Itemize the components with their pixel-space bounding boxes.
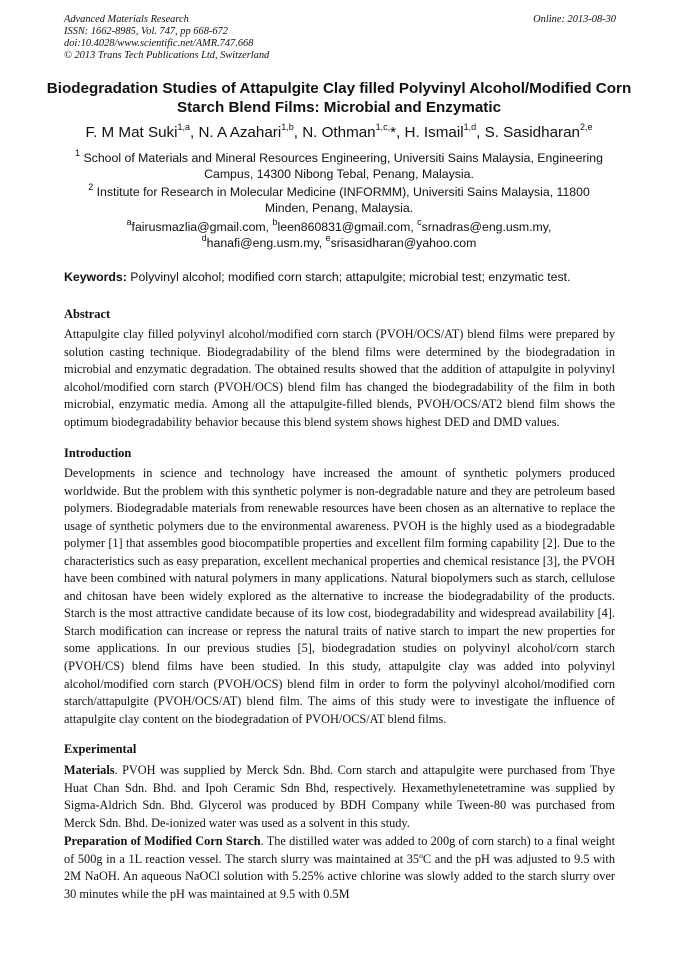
abstract-heading: Abstract xyxy=(64,307,111,321)
email[interactable]: $^d$hanafi@eng.usm.my, xyxy=(201,232,326,250)
preparation-paragraph: Preparation of Modified Corn Starch. The distilled water was added to 200g of corn starch) to a final weight of 500g in a 1L reaction vessel. The starch slurry was maintained at 35ºC and the pH was adjusted to 9.5 with 2M NaOH. An aqueous NaOCl solution with 5.25% active chlorine was slowly added to the starch slurry over 30 minutes while the pH was maintained at 9.5 with 0.5M xyxy=(64,834,615,901)
running-header xyxy=(64,14,616,62)
materials-label: Materials xyxy=(64,763,115,777)
affiliation-1: $^1$ School of Materials and Mineral Resources Engineering, Universiti Sains Malaysia, Engineering Campus, 14300 Nibong Tebal, Penang, Malaysia. xyxy=(75,147,603,181)
author: N. Othman$^{1,c,}$*, xyxy=(302,121,405,141)
author-emails xyxy=(66,216,612,251)
introduction-text: Developments in science and technology have increased the amount of synthetic polymers produced worldwide. But the problem with this synthetic polymer is non-degradable nature and they are petroleum based polymers. Biodegradable materials from renewable resources have been chosen as an alternative to replace the usage of synthetic polymers due to the environmental awareness. PVOH is the highly used as a biodegradable polymer [1] that assembles good biocompatible properties and excellent film forming capability [2]. Due to the characteristics such as easy preparation, excellent mechanical properties and chemical resistance [3], the PVOH have been combined with natural polymers in many applications. Natural biopolymers such as starch, cellulose and chitosan have been widely explored as the alternative to increase the biodegradability of the products. Starch is the most attractive candidate because of its low cost, biodegradability and widespread availability [4]. Starch modification can increase or repress the natural traits of native starch to impart the new properties for some applications. In our previous studies [5], biodegradation studies on polyvinyl alcohol/corn starch (PVOH/CS) blend films have been studied. In this study, attapulgite clay was added into polyvinyl alcohol/modified corn starch (PVOH/OCS) blend film in order to form the polyvinyl alcohol/modified corn starch/attapulgite (PVOH/OCS/AT) blend film. The aims of this study were to investigate the influence of attapulgite clay content on the biodegradation of PVOH/OCS/AT blend films. xyxy=(64,466,615,726)
author: N. A Azahari$^{1,b}$, xyxy=(198,121,303,141)
email[interactable]: $^c$srnadras@eng.usm.my, xyxy=(417,216,552,234)
introduction-heading: Introduction xyxy=(64,446,132,460)
materials-paragraph: Materials. PVOH was supplied by Merck Sdn. Bhd. Corn starch and attapulgite were purchased from Thye Huat Chan Sdn. Bhd. and Ipoh Ceramic Sdn Bhd, respectively. Hexamethylenetetramine was supplied by Sigma-Aldrich Sdn. Bhd. Glycerol was produced by BDH Company while Tween-80 was purchased from Merck Sdn. Bhd. De-ionized water was used as a solvent in this study. xyxy=(64,763,615,830)
email[interactable]: $^a$fairusmazlia@gmail.com, xyxy=(126,216,273,234)
abstract-text: Attapulgite clay filled polyvinyl alcohol/modified corn starch (PVOH/OCS/AT) blend films were prepared by solution casting technique. Biodegradability of the blend films were determined by the biodegradation in microbial and enzymatic degradation. The obtained results showed that the addition of attapulgite in polyvinyl alcohol/modified corn starch (PVOH/OCS) blend film has changed the biodegradability of the film in both microbial, enzymatic media. Among all the attapulgite-filled blends, PVOH/OCS/AT2 blend film shows the optimum biodegradability behavior because this blend system shows highest DED and DMD values. xyxy=(64,327,615,429)
preparation-label: Preparation of Modified Corn Starch xyxy=(64,834,261,848)
paper-title: Biodegradation Studies of Attapulgite Clay filled Polyvinyl Alcohol/Modified Corn Starch Blend Films: Microbial and Enzymatic xyxy=(46,80,632,116)
email[interactable]: $^e$srisasidharan@yahoo.com xyxy=(325,232,477,250)
copyright-line: © 2013 Trans Tech Publications Ltd, Switzerland xyxy=(64,50,270,61)
author: S. Sasidharan$^{2,e}$ xyxy=(484,121,593,141)
keywords-label: Keywords: xyxy=(64,270,127,284)
keywords xyxy=(64,269,624,285)
author: H. Ismail$^{1,d}$, xyxy=(404,121,485,141)
author-list xyxy=(20,123,658,143)
email[interactable]: $^b$leen860831@gmail.com, xyxy=(272,216,418,234)
issn-line: ISSN: 1662-8985, Vol. 747, pp 668-672 xyxy=(64,26,228,37)
doi-line: doi:10.4028/www.scientific.net/AMR.747.668 xyxy=(64,38,254,49)
corresponding-mark: * xyxy=(390,124,397,141)
online-date: Online: 2013-08-30 xyxy=(533,14,616,25)
author: F. M Mat Suki$^{1,a}$, xyxy=(85,121,199,141)
affiliation-2: $^2$ Institute for Research in Molecular Medicine (INFORMM), Universiti Sains Malaysia, 11800 Minden, Penang, Malaysia. xyxy=(88,181,590,215)
keywords-text: Polyvinyl alcohol; modified corn starch; attapulgite; microbial test; enzymatic test. xyxy=(126,270,571,284)
experimental-heading: Experimental xyxy=(64,742,137,756)
journal-name: Advanced Materials Research xyxy=(64,14,189,25)
